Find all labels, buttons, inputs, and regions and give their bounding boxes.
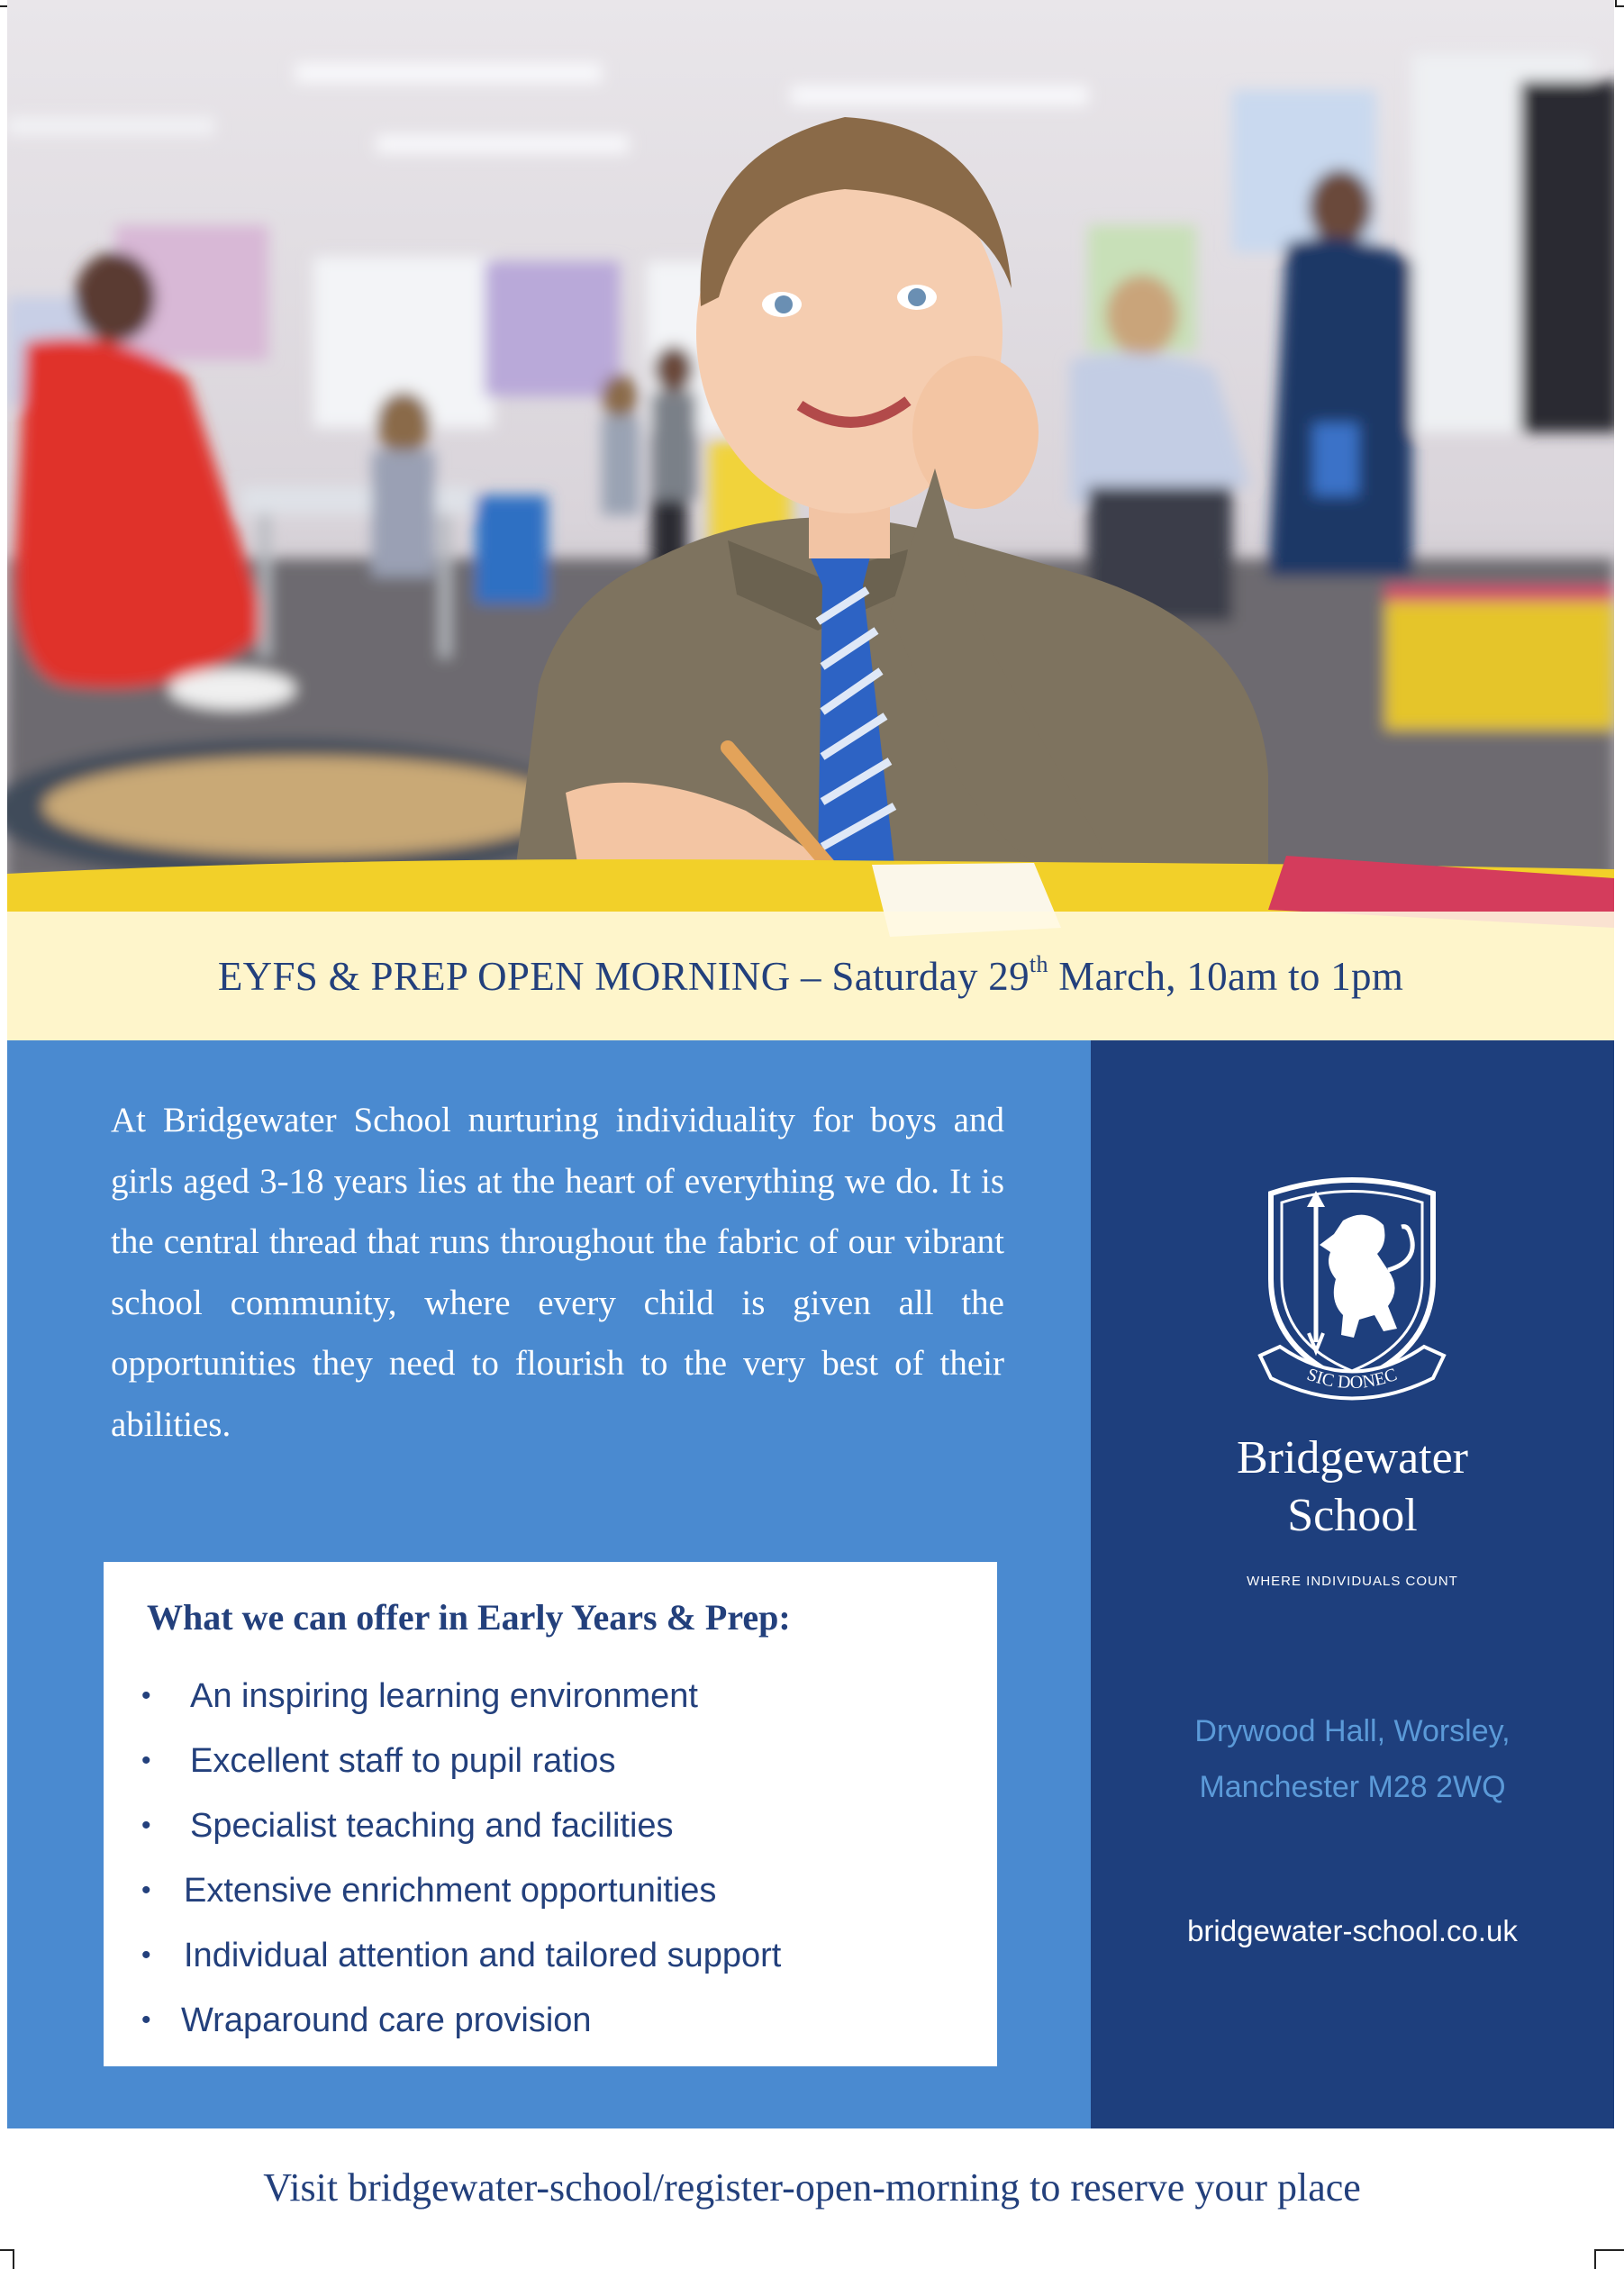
crop-mark <box>13 2249 14 2269</box>
website-link[interactable]: bridgewater-school.co.uk <box>1187 1914 1518 1947</box>
ordinal-suffix: th <box>1029 950 1048 977</box>
crop-mark <box>1594 2249 1596 2269</box>
offer-heading: What we can offer in Early Years & Prep: <box>147 1597 791 1638</box>
school-name <box>1091 1429 1614 1545</box>
crest-motto-text: SIC DONEC <box>1304 1364 1400 1393</box>
footer <box>0 2128 1624 2246</box>
offer-box <box>104 1562 997 2066</box>
offer-item-text: Specialist teaching and facilities <box>190 1807 674 1845</box>
crop-mark <box>1615 0 1617 7</box>
bullet-icon: • <box>141 1681 151 1711</box>
offer-item-text: Wraparound care provision <box>181 2001 592 2039</box>
school-panel <box>1091 1040 1614 2128</box>
crop-mark <box>1596 2249 1624 2251</box>
crop-mark <box>0 2249 13 2251</box>
address-line2: Manchester M28 2WQ <box>1199 1770 1506 1804</box>
bullet-icon: • <box>141 2005 151 2035</box>
address-line1: Drywood Hall, Worsley, <box>1194 1714 1511 1748</box>
school-name-line2: School <box>1287 1490 1418 1541</box>
event-title-prefix: EYFS & PREP OPEN MORNING – Saturday 29 <box>217 953 1030 999</box>
school-name-line1: Bridgewater <box>1236 1432 1468 1484</box>
bullet-icon: • <box>141 1811 151 1840</box>
school-crest-icon <box>1253 1171 1451 1405</box>
offer-item-text: Excellent staff to pupil ratios <box>190 1742 616 1780</box>
intro-panel <box>7 1040 1091 2128</box>
school-tagline: WHERE INDIVIDUALS COUNT <box>1247 1574 1458 1589</box>
school-address <box>1091 1703 1614 1815</box>
event-title <box>217 950 1404 1000</box>
hero-photo <box>7 0 1614 1040</box>
register-call-to-action[interactable]: Visit bridgewater-school/register-open-morning to reserve your place <box>263 2165 1361 2210</box>
event-title-suffix: March, 10am to 1pm <box>1048 953 1404 999</box>
event-banner <box>7 912 1614 1040</box>
bullet-icon: • <box>141 1875 151 1905</box>
offer-item-text: Extensive enrichment opportunities <box>184 1872 717 1910</box>
bullet-icon: • <box>141 1746 151 1775</box>
intro-paragraph: At Bridgewater School nurturing individuality for boys and girls aged 3-18 years lies at the heart of everything we do. It is the central thread that runs throughout the fabric of our vibrant school community, where every child is given all the opportunities they need to flourish to the very best of their abilities. <box>111 1101 1004 1444</box>
bullet-icon: • <box>141 1940 151 1970</box>
offer-item-text: Individual attention and tailored support <box>184 1937 782 1974</box>
offer-item-text: An inspiring learning environment <box>190 1677 698 1715</box>
